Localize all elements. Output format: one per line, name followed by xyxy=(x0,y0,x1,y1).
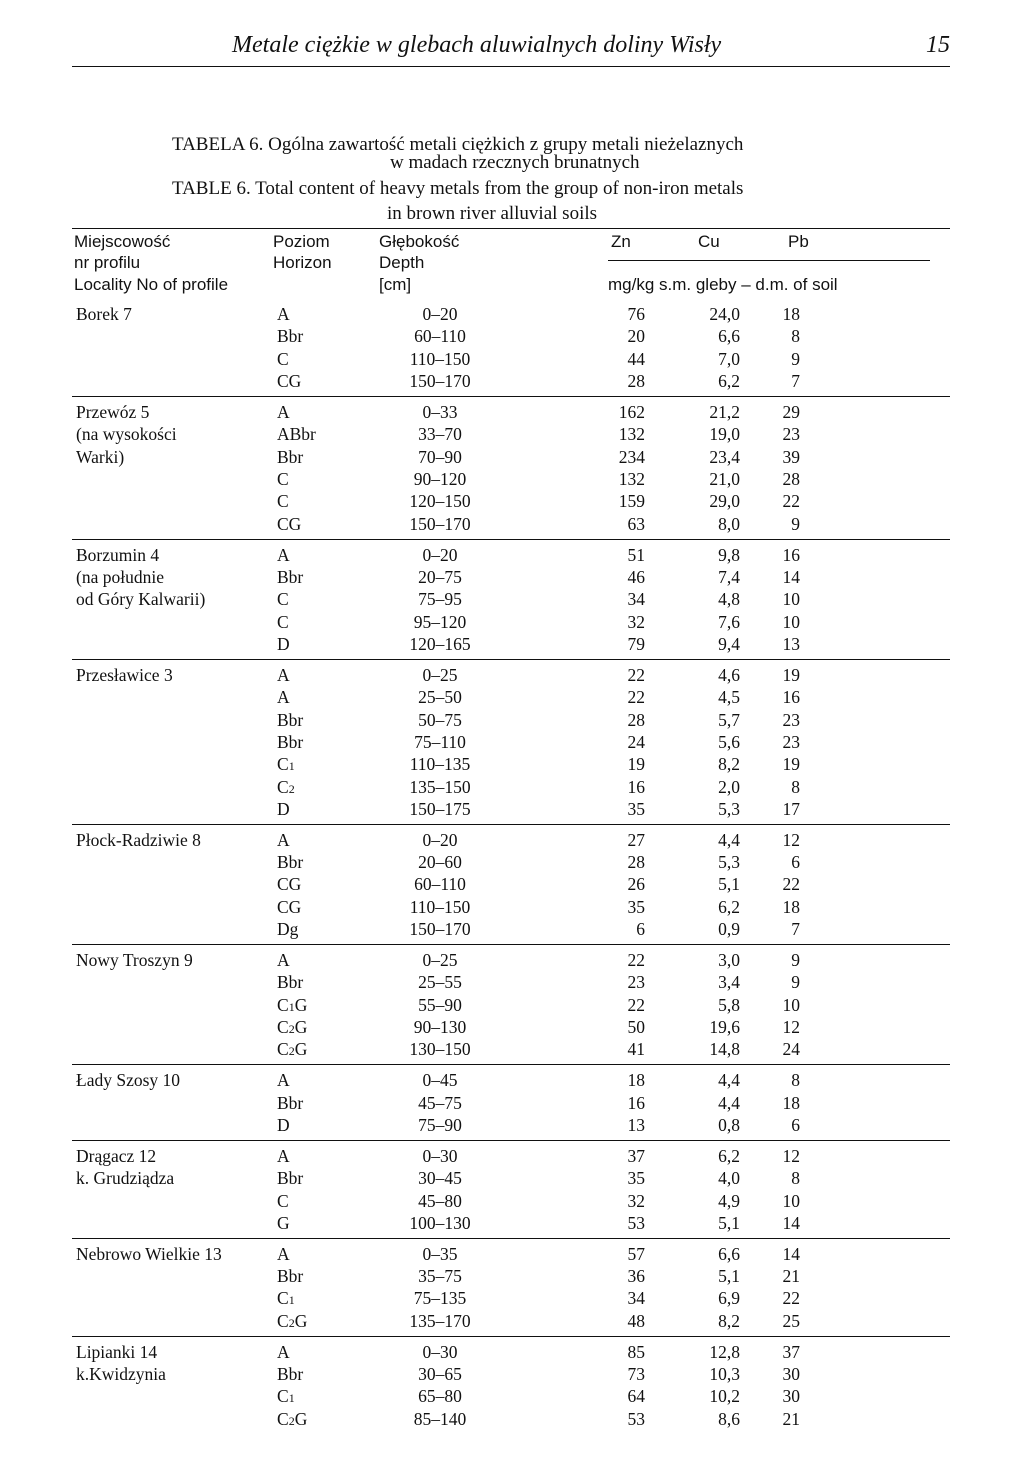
pb-cell: 25 xyxy=(782,1310,800,1331)
depth-cell: 75–110 xyxy=(414,731,466,752)
cu-cell: 5,3 xyxy=(718,852,740,873)
cu-cell: 4,4 xyxy=(718,1092,740,1113)
horizon-cell: D xyxy=(277,1114,290,1135)
locality-label: (na wysokości xyxy=(76,424,177,445)
depth-cell: 25–50 xyxy=(418,687,462,708)
depth-cell: 25–55 xyxy=(418,972,462,993)
zn-cell: 41 xyxy=(627,1039,645,1060)
pb-cell: 6 xyxy=(791,1114,800,1135)
zn-cell: 34 xyxy=(627,589,645,610)
cu-cell: 21,0 xyxy=(709,468,740,489)
depth-cell: 70–90 xyxy=(418,446,462,467)
pb-cell: 30 xyxy=(782,1363,800,1384)
depth-cell: 120–150 xyxy=(409,491,471,512)
units-rule xyxy=(608,260,930,261)
header-locality-en: Locality No of profile xyxy=(74,275,229,294)
depth-cell: 150–175 xyxy=(409,798,471,819)
pb-cell: 23 xyxy=(782,709,800,730)
depth-cell: 45–80 xyxy=(418,1190,462,1211)
zn-cell: 22 xyxy=(627,994,645,1015)
cu-cell: 8,6 xyxy=(718,1408,740,1429)
pb-cell: 24 xyxy=(782,1039,800,1060)
horizon-cell: A xyxy=(277,1145,290,1166)
horizon-cell: Bbr xyxy=(277,326,304,347)
depth-cell: 90–120 xyxy=(413,468,467,489)
horizon-cell: A xyxy=(277,950,290,970)
cu-cell: 6,2 xyxy=(718,896,740,917)
zn-cell: 16 xyxy=(627,776,645,797)
pb-cell: 37 xyxy=(782,1341,800,1362)
locality-label: k. Grudziądza xyxy=(76,1168,175,1189)
depth-cell: 0–25 xyxy=(422,664,458,685)
pb-cell: 10 xyxy=(782,994,800,1015)
depth-cell: 75–90 xyxy=(418,1114,462,1135)
cu-cell: 19,0 xyxy=(709,424,740,445)
depth-cell: 150–170 xyxy=(409,371,471,392)
depth-cell: 75–95 xyxy=(418,589,462,610)
header-horizon-en: Horizon xyxy=(273,253,332,272)
zn-cell: 20 xyxy=(627,326,645,347)
zn-cell: 23 xyxy=(627,972,645,993)
cu-cell: 4,4 xyxy=(718,829,740,850)
zn-cell: 19 xyxy=(627,754,645,775)
group-separator xyxy=(72,1140,950,1141)
zn-cell: 32 xyxy=(627,611,645,632)
cu-cell: 5,6 xyxy=(718,731,740,752)
depth-cell: 30–45 xyxy=(418,1168,462,1189)
zn-cell: 51 xyxy=(627,544,645,565)
locality-label: Nowy Troszyn 9 xyxy=(76,950,193,970)
zn-cell: 13 xyxy=(627,1114,645,1135)
locality-label: (na południe xyxy=(76,566,164,587)
running-head xyxy=(72,30,950,67)
zn-cell: 79 xyxy=(627,633,645,654)
pb-cell: 18 xyxy=(782,896,800,917)
horizon-cell: Bbr xyxy=(277,1092,304,1113)
cu-cell: 7,4 xyxy=(718,566,740,587)
zn-cell: 27 xyxy=(627,829,645,850)
header-locality-pl: Miejscowość xyxy=(74,232,171,251)
cu-cell: 8,2 xyxy=(718,754,740,775)
pb-cell: 7 xyxy=(791,919,800,940)
locality-label: Lipianki 14 xyxy=(76,1341,158,1362)
cu-cell: 14,8 xyxy=(709,1039,740,1060)
header-depth-pl: Głębokość xyxy=(379,232,460,251)
depth-cell: 150–170 xyxy=(409,513,471,534)
cu-cell: 5,1 xyxy=(718,1212,740,1233)
horizon-cell: A xyxy=(277,304,290,324)
depth-cell: 110–150 xyxy=(409,896,471,917)
pb-cell: 6 xyxy=(791,852,800,873)
pb-cell: 23 xyxy=(782,731,800,752)
zn-cell: 64 xyxy=(627,1386,645,1407)
group-separator xyxy=(72,824,950,825)
locality-label: Borzumin 4 xyxy=(76,544,160,565)
zn-cell: 46 xyxy=(627,566,645,587)
group-separator xyxy=(72,539,950,540)
cu-cell: 2,0 xyxy=(718,776,740,797)
depth-cell: 0–20 xyxy=(422,544,458,565)
header-depth-en: Depth xyxy=(379,253,425,272)
locality-label: od Góry Kalwarii) xyxy=(76,589,206,610)
horizon-cell: C1 xyxy=(277,754,295,775)
horizon-cell: Dg xyxy=(277,919,299,940)
pb-cell: 28 xyxy=(782,468,800,489)
locality-label: Przesławice 3 xyxy=(76,664,173,685)
depth-cell: 130–150 xyxy=(409,1039,471,1060)
header-horizon-pl: Poziom xyxy=(273,232,330,251)
pb-cell: 8 xyxy=(791,1168,800,1189)
horizon-cell: C2G xyxy=(277,1408,308,1429)
cu-cell: 9,4 xyxy=(718,633,740,654)
cu-cell: 5,1 xyxy=(718,874,740,895)
cu-cell: 10,2 xyxy=(709,1386,740,1407)
cu-cell: 5,7 xyxy=(718,709,740,730)
depth-cell: 45–75 xyxy=(418,1092,462,1113)
pb-cell: 19 xyxy=(782,664,800,685)
depth-cell: 85–140 xyxy=(413,1408,467,1429)
header-locality-pl2: nr profilu xyxy=(74,253,141,272)
cu-cell: 6,9 xyxy=(718,1288,740,1309)
horizon-cell: Bbr xyxy=(277,709,304,730)
zn-cell: 34 xyxy=(627,1288,645,1309)
horizon-cell: Bbr xyxy=(277,446,304,467)
zn-cell: 16 xyxy=(627,1092,645,1113)
horizon-cell: CG xyxy=(277,896,302,917)
zn-cell: 24 xyxy=(627,731,645,752)
pb-cell: 39 xyxy=(782,446,800,467)
depth-cell: 75–135 xyxy=(413,1288,467,1309)
pb-cell: 30 xyxy=(782,1386,800,1407)
depth-cell: 0–30 xyxy=(422,1341,458,1362)
zn-cell: 28 xyxy=(627,709,645,730)
zn-cell: 44 xyxy=(627,348,645,369)
depth-cell: 0–35 xyxy=(422,1243,458,1264)
cu-cell: 8,2 xyxy=(718,1310,740,1331)
horizon-cell: C1G xyxy=(277,994,308,1015)
horizon-cell: Bbr xyxy=(277,1266,304,1286)
horizon-cell: A xyxy=(277,1070,290,1091)
group-separator xyxy=(72,1238,950,1239)
cu-cell: 6,2 xyxy=(718,1145,740,1166)
horizon-cell: A xyxy=(277,401,290,422)
horizon-cell: A xyxy=(277,1341,290,1362)
zn-cell: 57 xyxy=(627,1243,645,1264)
group-separator xyxy=(72,396,950,397)
depth-cell: 33–70 xyxy=(418,424,462,445)
depth-cell: 20–60 xyxy=(418,852,462,873)
locality-label: Przewóz 5 xyxy=(76,401,150,422)
zn-cell: 37 xyxy=(627,1145,645,1166)
cu-cell: 4,4 xyxy=(718,1070,740,1091)
cu-cell: 3,0 xyxy=(718,950,740,970)
caption-pl-line1: TABELA 6. Ogólna zawartość metali ciężkich z grupy metali nieżelaznych xyxy=(172,134,744,155)
header-depth-unit: [cm] xyxy=(379,275,412,294)
zn-cell: 36 xyxy=(627,1266,645,1286)
group-separator xyxy=(72,1336,950,1337)
horizon-cell: C1 xyxy=(277,1386,295,1407)
header-zn: Zn xyxy=(611,232,631,251)
horizon-cell: Bbr xyxy=(277,1363,304,1384)
group-separator xyxy=(72,659,950,660)
horizon-cell: Bbr xyxy=(277,731,304,752)
cu-cell: 4,0 xyxy=(718,1168,740,1189)
pb-cell: 9 xyxy=(791,950,800,970)
header-pb: Pb xyxy=(788,232,809,251)
horizon-cell: CG xyxy=(277,874,302,895)
page-number: 15 xyxy=(926,32,950,58)
locality-label: Łady Szosy 10 xyxy=(76,1070,181,1091)
horizon-cell: C2G xyxy=(277,1310,308,1331)
horizon-cell: C1 xyxy=(277,1288,295,1309)
horizon-cell: D xyxy=(277,798,290,819)
depth-cell: 0–20 xyxy=(422,829,458,850)
horizon-cell: C xyxy=(277,468,289,489)
cu-cell: 8,0 xyxy=(718,513,740,534)
cu-cell: 0,8 xyxy=(718,1114,740,1135)
zn-cell: 162 xyxy=(618,401,645,422)
horizon-cell: C2G xyxy=(277,1039,308,1060)
zn-cell: 35 xyxy=(627,896,645,917)
depth-cell: 0–30 xyxy=(422,1145,458,1166)
zn-cell: 234 xyxy=(618,446,645,467)
depth-cell: 135–170 xyxy=(409,1310,471,1331)
table-caption xyxy=(0,134,1024,224)
depth-cell: 60–110 xyxy=(414,326,466,347)
pb-cell: 9 xyxy=(791,348,800,369)
cu-cell: 9,8 xyxy=(718,544,740,565)
pb-cell: 21 xyxy=(782,1266,800,1286)
cu-cell: 3,4 xyxy=(718,972,740,993)
cu-cell: 4,6 xyxy=(718,664,740,685)
zn-cell: 53 xyxy=(627,1408,645,1429)
pb-cell: 21 xyxy=(782,1408,800,1429)
pb-cell: 18 xyxy=(782,304,800,324)
depth-cell: 20–75 xyxy=(418,566,462,587)
zn-cell: 159 xyxy=(618,491,645,512)
cu-cell: 6,2 xyxy=(718,371,740,392)
depth-cell: 0–25 xyxy=(422,950,458,970)
cu-cell: 23,4 xyxy=(709,446,740,467)
horizon-cell: D xyxy=(277,633,290,654)
horizon-cell: A xyxy=(277,544,290,565)
running-head-title: Metale ciężkie w glebach aluwialnych doliny Wisły xyxy=(232,32,722,58)
pb-cell: 12 xyxy=(782,1145,800,1166)
locality-label: Warki) xyxy=(76,446,125,467)
pb-cell: 14 xyxy=(782,566,800,587)
group-separator xyxy=(72,944,950,945)
pb-cell: 10 xyxy=(782,611,800,632)
pb-cell: 7 xyxy=(791,371,800,392)
pb-cell: 12 xyxy=(782,829,800,850)
horizon-cell: C2 xyxy=(277,776,295,797)
caption-pl-line2: w madach rzecznych brunatnych xyxy=(390,152,640,173)
zn-cell: 85 xyxy=(627,1341,645,1362)
zn-cell: 48 xyxy=(627,1310,645,1331)
horizon-cell: CG xyxy=(277,513,302,534)
cu-cell: 6,6 xyxy=(718,326,740,347)
zn-cell: 63 xyxy=(627,513,645,534)
pb-cell: 12 xyxy=(782,1017,800,1037)
depth-cell: 90–130 xyxy=(413,1017,467,1037)
horizon-cell: Bbr xyxy=(277,1168,304,1189)
locality-label: k.Kwidzynia xyxy=(76,1363,166,1384)
cu-cell: 4,9 xyxy=(718,1190,740,1211)
pb-cell: 14 xyxy=(782,1243,800,1264)
pb-cell: 8 xyxy=(791,1070,800,1091)
zn-cell: 73 xyxy=(627,1363,645,1384)
header-cu: Cu xyxy=(698,232,720,251)
caption-en-line2: in brown river alluvial soils xyxy=(387,203,598,224)
cu-cell: 5,8 xyxy=(718,994,740,1015)
horizon-cell: A xyxy=(277,664,290,685)
depth-cell: 0–45 xyxy=(422,1070,458,1091)
zn-cell: 28 xyxy=(627,852,645,873)
zn-cell: 35 xyxy=(627,1168,645,1189)
cu-cell: 7,6 xyxy=(718,611,740,632)
depth-cell: 110–135 xyxy=(409,754,471,775)
table-top-rule xyxy=(72,228,950,229)
pb-cell: 22 xyxy=(782,874,800,895)
pb-cell: 18 xyxy=(782,1092,800,1113)
horizon-cell: C xyxy=(277,1190,289,1211)
pb-cell: 14 xyxy=(782,1212,800,1233)
horizon-cell: ABbr xyxy=(277,424,316,445)
horizon-cell: A xyxy=(277,687,290,708)
horizon-cell: A xyxy=(277,1243,290,1264)
locality-label: Płock-Radziwie 8 xyxy=(76,829,201,850)
depth-cell: 150–170 xyxy=(409,919,471,940)
zn-cell: 76 xyxy=(627,304,645,324)
pb-cell: 13 xyxy=(782,633,800,654)
cu-cell: 12,8 xyxy=(709,1341,740,1362)
header-units: mg/kg s.m. gleby – d.m. of soil xyxy=(608,275,838,294)
cu-cell: 4,8 xyxy=(718,589,740,610)
zn-cell: 6 xyxy=(636,919,645,940)
pb-cell: 16 xyxy=(782,687,800,708)
depth-cell: 65–80 xyxy=(418,1386,462,1407)
zn-cell: 50 xyxy=(627,1017,645,1037)
zn-cell: 22 xyxy=(627,950,645,970)
depth-cell: 50–75 xyxy=(418,709,462,730)
pb-cell: 19 xyxy=(782,754,800,775)
pb-cell: 10 xyxy=(782,1190,800,1211)
zn-cell: 26 xyxy=(627,874,645,895)
pb-cell: 9 xyxy=(791,513,800,534)
zn-cell: 18 xyxy=(627,1070,645,1091)
cu-cell: 24,0 xyxy=(709,304,740,324)
cu-cell: 21,2 xyxy=(709,401,740,422)
depth-cell: 135–150 xyxy=(409,776,471,797)
depth-cell: 0–20 xyxy=(422,304,458,324)
cu-cell: 4,5 xyxy=(718,687,740,708)
depth-cell: 120–165 xyxy=(409,633,471,654)
zn-cell: 32 xyxy=(627,1190,645,1211)
horizon-cell: CG xyxy=(277,371,302,392)
pb-cell: 29 xyxy=(782,401,800,422)
zn-cell: 53 xyxy=(627,1212,645,1233)
zn-cell: 22 xyxy=(627,664,645,685)
zn-cell: 28 xyxy=(627,371,645,392)
cu-cell: 0,9 xyxy=(718,919,740,940)
pb-cell: 8 xyxy=(791,326,800,347)
depth-cell: 35–75 xyxy=(418,1266,462,1286)
horizon-cell: Bbr xyxy=(277,972,304,993)
depth-cell: 0–33 xyxy=(422,401,458,422)
cu-cell: 5,1 xyxy=(718,1266,740,1286)
horizon-cell: C xyxy=(277,589,289,610)
pb-cell: 8 xyxy=(791,776,800,797)
cu-cell: 19,6 xyxy=(709,1017,740,1037)
pb-cell: 17 xyxy=(782,798,800,819)
cu-cell: 29,0 xyxy=(709,491,740,512)
horizon-cell: G xyxy=(277,1212,290,1233)
horizon-cell: C xyxy=(277,611,289,632)
depth-cell: 100–130 xyxy=(409,1212,471,1233)
horizon-cell: A xyxy=(277,829,290,850)
horizon-cell: C2G xyxy=(277,1017,308,1037)
depth-cell: 95–120 xyxy=(413,611,467,632)
locality-label: Drągacz 12 xyxy=(76,1145,157,1166)
depth-cell: 30–65 xyxy=(418,1363,462,1384)
pb-cell: 9 xyxy=(791,972,800,993)
cu-cell: 5,3 xyxy=(718,798,740,819)
horizon-cell: C xyxy=(277,348,289,369)
depth-cell: 55–90 xyxy=(418,994,462,1015)
zn-cell: 132 xyxy=(618,468,645,489)
cu-cell: 7,0 xyxy=(718,348,740,369)
group-separator xyxy=(72,1064,950,1065)
horizon-cell: Bbr xyxy=(277,852,304,873)
cu-cell: 10,3 xyxy=(709,1363,740,1384)
pb-cell: 22 xyxy=(782,1288,800,1309)
pb-cell: 23 xyxy=(782,424,800,445)
pb-cell: 22 xyxy=(782,491,800,512)
pb-cell: 16 xyxy=(782,544,800,565)
caption-en-line1: TABLE 6. Total content of heavy metals from the group of non-iron metals xyxy=(172,178,744,199)
horizon-cell: C xyxy=(277,491,289,512)
cu-cell: 6,6 xyxy=(718,1243,740,1264)
depth-cell: 60–110 xyxy=(414,874,466,895)
zn-cell: 22 xyxy=(627,687,645,708)
depth-cell: 110–150 xyxy=(409,348,471,369)
pb-cell: 10 xyxy=(782,589,800,610)
locality-label: Borek 7 xyxy=(76,304,132,324)
zn-cell: 35 xyxy=(627,798,645,819)
zn-cell: 132 xyxy=(618,424,645,445)
horizon-cell: Bbr xyxy=(277,566,304,587)
locality-label: Nebrowo Wielkie 13 xyxy=(76,1243,222,1264)
